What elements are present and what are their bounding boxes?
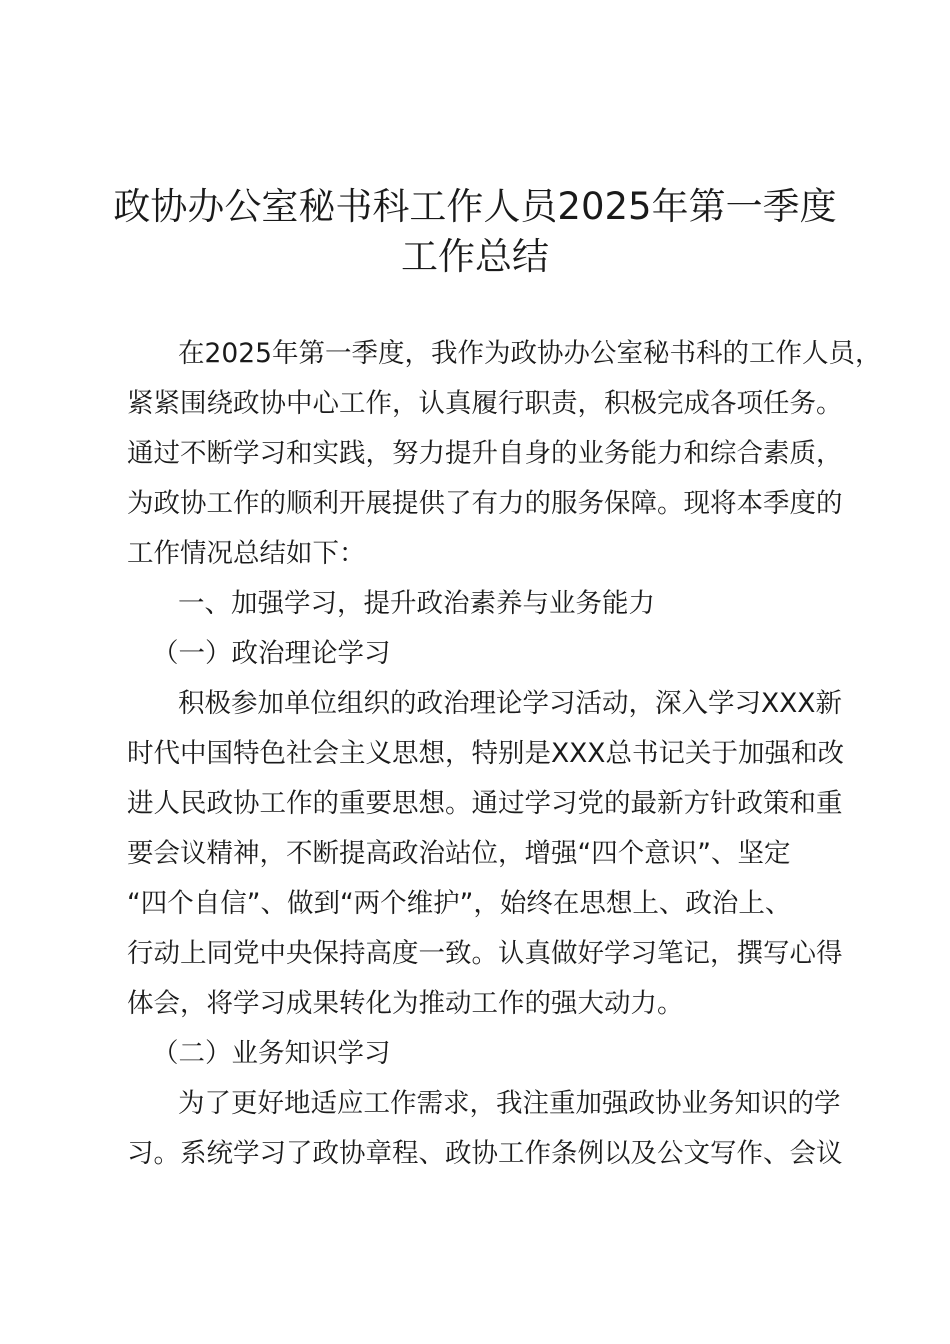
paragraph-political-study-line: 积极参加单位组织的政治理论学习活动，深入学习XXX新 (178, 688, 842, 719)
section-heading-1: 一、加强学习，提升政治素养与业务能力 (178, 588, 655, 619)
paragraph-political-study-line: 行动上同党中央保持高度一致。认真做好学习笔记，撰写心得 (127, 938, 843, 969)
paragraph-intro-line: 紧紧围绕政协中心工作，认真履行职责，积极完成各项任务。 (127, 388, 843, 419)
paragraph-business-study-line: 为了更好地适应工作需求，我注重加强政协业务知识的学 (178, 1088, 841, 1119)
paragraph-business-study-line: 习。系统学习了政协章程、政协工作条例以及公文写作、会议 (127, 1138, 843, 1169)
subsection-heading-2: （二）业务知识学习 (152, 1038, 391, 1069)
paragraph-intro-line: 工作情况总结如下： (127, 538, 366, 569)
paragraph-political-study-line: 体会，将学习成果转化为推动工作的强大动力。 (127, 988, 684, 1019)
document-title-line-1: 政协办公室秘书科工作人员2025年第一季度 (113, 185, 837, 228)
paragraph-intro-line: 在2025年第一季度，我作为政协办公室秘书科的工作人员， (178, 338, 882, 369)
paragraph-intro-line: 为政协工作的顺利开展提供了有力的服务保障。现将本季度的 (127, 488, 843, 519)
paragraph-political-study-line: 要会议精神，不断提高政治站位，增强“四个意识”、坚定 (127, 838, 791, 869)
document-title-line-2: 工作总结 (401, 235, 549, 278)
paragraph-political-study-line: 进人民政协工作的重要思想。通过学习党的最新方针政策和重 (127, 788, 843, 819)
paragraph-intro-line: 通过不断学习和实践，努力提升自身的业务能力和综合素质， (127, 438, 843, 469)
subsection-heading-1: （一）政治理论学习 (152, 638, 391, 669)
paragraph-political-study-line: 时代中国特色社会主义思想，特别是XXX总书记关于加强和改 (127, 738, 844, 769)
paragraph-political-study-line: “四个自信”、做到“两个维护”，始终在思想上、政治上、 (127, 888, 792, 919)
